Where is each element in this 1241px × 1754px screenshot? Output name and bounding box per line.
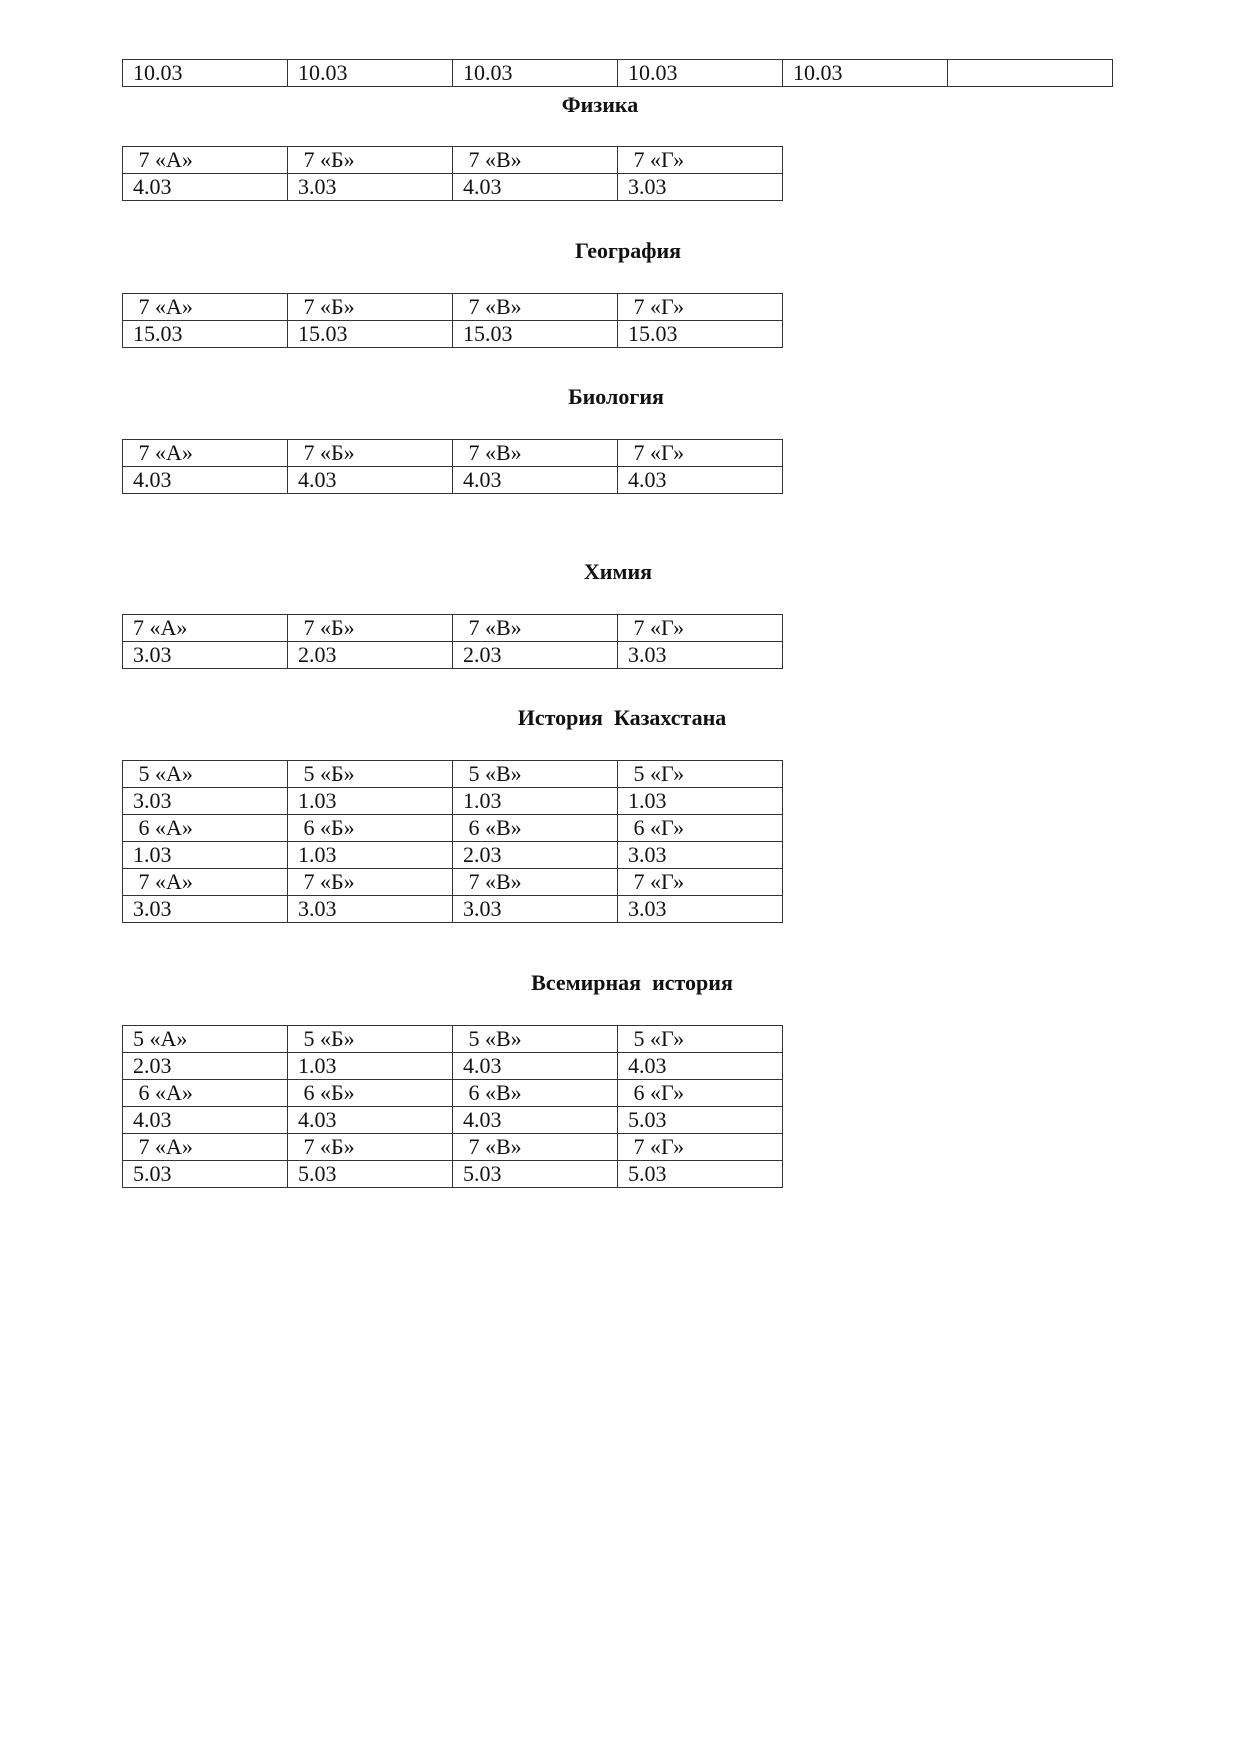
table-row [123,174,783,201]
table-row [123,896,783,923]
date-cell: 3.03 [618,642,783,669]
class-cell: 7 «Г» [618,615,783,642]
date-cell: 4.03 [618,1053,783,1080]
date-cell: 4.03 [288,1107,453,1134]
class-cell: 7 «А» [123,615,288,642]
table-row [123,321,783,348]
section-title-biology: Биология [568,384,664,409]
date-cell: 4.03 [453,1053,618,1080]
class-cell: 7 «В» [453,615,618,642]
kazakhstan-history-table [122,760,783,923]
date-cell: 15.03 [453,321,618,348]
class-cell: 6 «Б» [288,815,453,842]
table-row [123,1080,783,1107]
class-cell: 7 «Б» [288,869,453,896]
section-title-geography: География [574,238,682,263]
date-cell: 2.03 [288,642,453,669]
date-cell: 4.03 [123,1107,288,1134]
table-row [123,1053,783,1080]
class-cell: 7 «А» [123,147,288,174]
date-cell: 3.03 [123,896,288,923]
date-cell: 3.03 [453,896,618,923]
date-cell: 15.03 [288,321,453,348]
date-cell: 15.03 [618,321,783,348]
biology-table [122,439,783,494]
class-cell: 7 «Б» [288,1134,453,1161]
section-title-chemistry: Химия [583,559,653,584]
table-row [123,1107,783,1134]
geography-table [122,293,783,348]
date-cell: 1.03 [288,788,453,815]
section-title-physics: Физика [561,92,639,117]
date-cell: 5.03 [618,1161,783,1188]
table-row [123,788,783,815]
class-cell: 7 «А» [123,1134,288,1161]
class-cell: 7 «Г» [618,869,783,896]
table-row [123,294,783,321]
date-cell: 4.03 [453,174,618,201]
date-cell: 4.03 [453,467,618,494]
table-cell: 10.03 [783,60,948,87]
top-dates-table [122,59,1113,87]
date-cell: 1.03 [123,842,288,869]
class-cell: 7 «А» [123,440,288,467]
class-cell: 7 «В» [453,147,618,174]
class-cell: 5 «В» [453,1026,618,1053]
date-cell: 1.03 [618,788,783,815]
table-row [123,60,1113,87]
class-cell: 5 «Г» [618,761,783,788]
class-cell: 6 «А» [123,815,288,842]
date-cell: 1.03 [288,842,453,869]
class-cell: 5 «Б» [288,1026,453,1053]
class-cell: 6 «В» [453,1080,618,1107]
date-cell: 5.03 [618,1107,783,1134]
class-cell: 7 «Г» [618,1134,783,1161]
class-cell: 7 «В» [453,869,618,896]
date-cell: 4.03 [123,174,288,201]
table-row [123,842,783,869]
date-cell: 3.03 [618,174,783,201]
table-cell [948,60,1113,87]
class-cell: 7 «В» [453,294,618,321]
table-row [123,1026,783,1053]
date-cell: 3.03 [618,842,783,869]
date-cell: 3.03 [288,174,453,201]
date-cell: 1.03 [288,1053,453,1080]
date-cell: 5.03 [453,1161,618,1188]
class-cell: 6 «А» [123,1080,288,1107]
date-cell: 4.03 [453,1107,618,1134]
date-cell: 2.03 [453,842,618,869]
date-cell: 5.03 [123,1161,288,1188]
class-cell: 7 «А» [123,294,288,321]
class-cell: 7 «Г» [618,294,783,321]
table-row [123,147,783,174]
table-row [123,440,783,467]
date-cell: 3.03 [618,896,783,923]
date-cell: 2.03 [453,642,618,669]
class-cell: 5 «Б» [288,761,453,788]
class-cell: 5 «А» [123,761,288,788]
table-row [123,869,783,896]
class-cell: 6 «Б» [288,1080,453,1107]
class-cell: 7 «Б» [288,147,453,174]
table-cell: 10.03 [123,60,288,87]
physics-table [122,146,783,201]
table-row [123,815,783,842]
date-cell: 5.03 [288,1161,453,1188]
class-cell: 5 «А» [123,1026,288,1053]
table-row [123,1161,783,1188]
date-cell: 4.03 [123,467,288,494]
class-cell: 7 «А» [123,869,288,896]
class-cell: 7 «Б» [288,440,453,467]
table-cell: 10.03 [453,60,618,87]
class-cell: 6 «Г» [618,1080,783,1107]
date-cell: 4.03 [618,467,783,494]
table-row [123,761,783,788]
world-history-table [122,1025,783,1188]
class-cell: 7 «Г» [618,147,783,174]
date-cell: 3.03 [288,896,453,923]
class-cell: 7 «Б» [288,294,453,321]
table-row [123,467,783,494]
date-cell: 15.03 [123,321,288,348]
date-cell: 4.03 [288,467,453,494]
table-row [123,642,783,669]
class-cell: 7 «Г» [618,440,783,467]
table-row [123,615,783,642]
class-cell: 7 «В» [453,1134,618,1161]
class-cell: 5 «Г» [618,1026,783,1053]
table-cell: 10.03 [618,60,783,87]
table-cell: 10.03 [288,60,453,87]
class-cell: 5 «В» [453,761,618,788]
class-cell: 6 «В» [453,815,618,842]
section-title-world-history: Всемирная история [531,970,733,995]
class-cell: 7 «Б» [288,615,453,642]
class-cell: 6 «Г» [618,815,783,842]
table-row [123,1134,783,1161]
section-title-kazakhstan-history: История Казахстана [517,705,727,730]
date-cell: 2.03 [123,1053,288,1080]
chemistry-table [122,614,783,669]
class-cell: 7 «В» [453,440,618,467]
date-cell: 1.03 [453,788,618,815]
date-cell: 3.03 [123,788,288,815]
date-cell: 3.03 [123,642,288,669]
